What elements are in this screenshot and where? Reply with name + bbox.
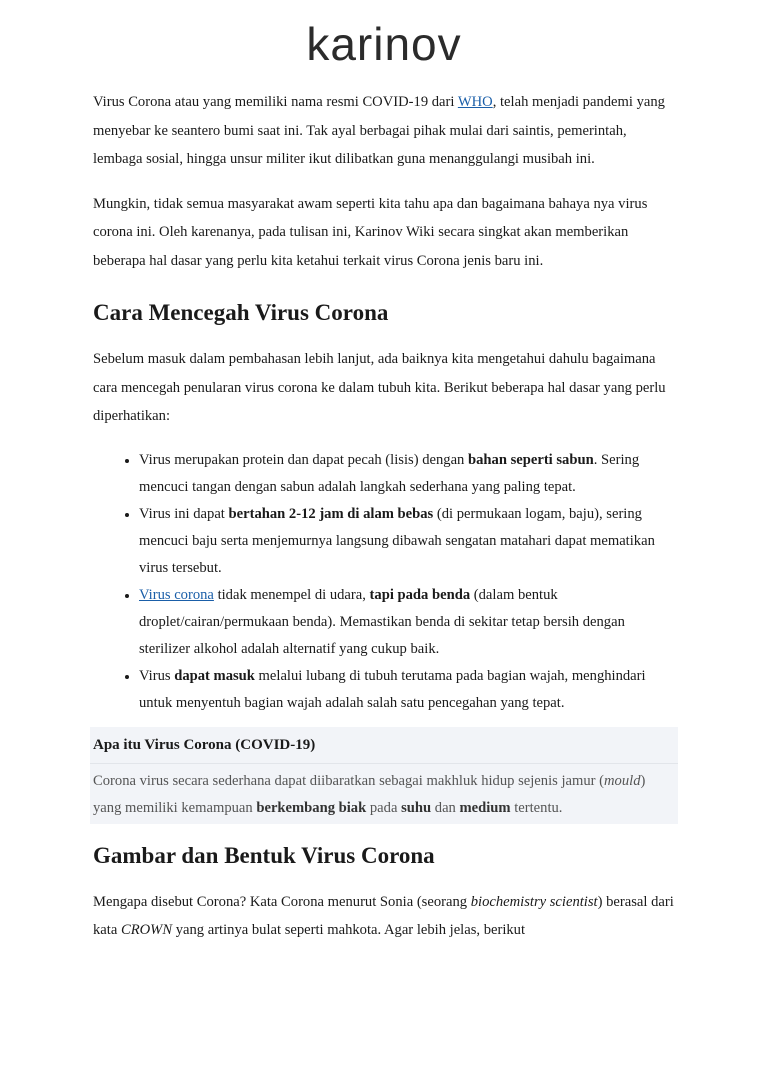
info-box-title: Apa itu Virus Corona (COVID-19) [93,736,316,753]
virus-corona-link[interactable]: Virus corona [139,586,214,603]
heading-prevent: Cara Mencegah Virus Corona [93,300,389,325]
list-item: • Virus merupakan protein dan dapat pecah (lisis) dengan bahan seperti sabun. Sering mencuci tangan dengan sabun adalah langkah sederhana yang paling tepat. [139,447,678,501]
list-item: • Virus dapat masuk melalui lubang di tubuh terutama pada bagian wajah, menghindari untuk menyentuh bagian wajah adalah salah satu pencegahan yang tepat. [139,663,678,717]
corona-name-paragraph: Mengapa disebut Corona? Kata Corona menurut Sonia (seorang biochemistry scientist) berasal dari kata CROWN yang artinya bulat seperti mahkota. Agar lebih jelas, berikut [93,893,674,938]
prevention-list [93,447,678,717]
karinov-logo: karinov [306,18,462,70]
intro-paragraph: Virus Corona atau yang memiliki nama resmi COVID-19 dari WHO, telah menjadi pandemi yang menyebar ke seantero bumi saat ini. Tak ayal berbagai pihak mulai dari saintis, pemerintah, lembaga sosial, hingga unsur militer ikut dilibatkan guna menanggulangi musibah ini. [93,94,665,167]
list-item: • Virus ini dapat bertahan 2-12 jam di alam bebas (di permukaan logam, baju), sering mencuci baju serta menjemurnya langsung dibawah sengatan matahari dapat mematikan virus tersebut. [139,501,678,582]
second-paragraph: Mungkin, tidak semua masyarakat awam seperti kita tahu apa dan bagaimana bahaya nya virus corona ini. Oleh karenanya, pada tulisan ini, Karinov Wiki secara singkat akan memberikan beberapa hal dasar yang perlu kita ketahui terkait virus Corona jenis baru ini. [93,195,648,269]
info-box [90,727,678,824]
heading-images: Gambar dan Bentuk Virus Corona [93,842,435,868]
info-box-text: Corona virus secara sederhana dapat diibaratkan sebagai makhluk hidup sejenis jamur (mould) yang memiliki kemampuan berkembang biak pada suhu dan medium tertentu. [93,772,646,816]
list-item: • Virus corona tidak menempel di udara, tapi pada benda (dalam bentuk droplet/cairan/permukaan benda). Memastikan benda di sekitar tetap bersih dengan sterilizer alkohol adalah alternatif yang cukup baik. [139,582,678,663]
article-body [93,88,678,945]
prevent-intro-paragraph: Sebelum masuk dalam pembahasan lebih lanjut, ada baiknya kita mengetahui dahulu bagaimana cara mencegah penularan virus corona ke dalam tubuh kita. Berikut beberapa hal dasar yang perlu diperhatikan: [93,351,666,424]
who-link[interactable]: WHO [457,94,493,110]
